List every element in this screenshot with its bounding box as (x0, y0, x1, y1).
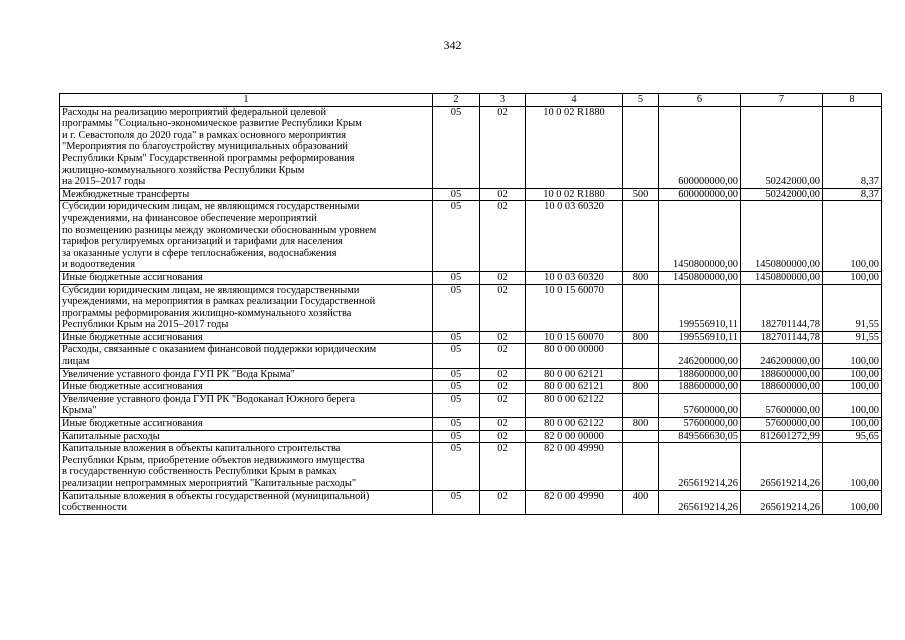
column-header: 5 (623, 94, 659, 107)
plan-amount-cell: 600000000,00 (659, 188, 741, 201)
execution-percent-cell: 8,37 (823, 106, 882, 188)
subsection-code-cell: 02 (480, 331, 526, 344)
column-header: 7 (741, 94, 823, 107)
column-header: 2 (433, 94, 480, 107)
section-code-cell: 05 (433, 393, 480, 417)
plan-amount-cell: 265619214,26 (659, 443, 741, 490)
execution-percent-cell: 91,55 (823, 331, 882, 344)
expense-type-cell: 800 (623, 418, 659, 431)
subsection-code-cell: 02 (480, 418, 526, 431)
executed-amount-cell: 265619214,26 (741, 443, 823, 490)
plan-amount-cell: 849566630,05 (659, 430, 741, 443)
row-name-cell: Капитальные расходы (60, 430, 433, 443)
table-row (60, 331, 882, 344)
table-body (60, 106, 882, 514)
table-row (60, 381, 882, 394)
expense-type-cell (623, 201, 659, 272)
expense-type-cell (623, 393, 659, 417)
executed-amount-cell: 188600000,00 (741, 368, 823, 381)
execution-percent-cell: 91,55 (823, 284, 882, 331)
executed-amount-cell: 50242000,00 (741, 106, 823, 188)
subsection-code-cell: 02 (480, 381, 526, 394)
table-row (60, 418, 882, 431)
table-row (60, 368, 882, 381)
column-header: 1 (60, 94, 433, 107)
section-code-cell: 05 (433, 418, 480, 431)
row-name-cell: Субсидии юридическим лицам, не являющимся государственными учреждениями, на финансовое обеспечение мероприятий по возмещению разницы между экономически обоснованным уровнем тарифов регулируемых организаций и тарифами для населения за оказанные услуги в сфере теплоснабжения, водоснабжения и водоотведения (60, 201, 433, 272)
target-article-cell: 10 0 03 60320 (526, 201, 623, 272)
section-code-cell: 05 (433, 443, 480, 490)
target-article-cell: 10 0 15 60070 (526, 284, 623, 331)
target-article-cell: 10 0 03 60320 (526, 271, 623, 284)
expense-type-cell (623, 443, 659, 490)
subsection-code-cell: 02 (480, 393, 526, 417)
executed-amount-cell: 246200000,00 (741, 344, 823, 368)
executed-amount-cell: 812601272,99 (741, 430, 823, 443)
plan-amount-cell: 188600000,00 (659, 381, 741, 394)
subsection-code-cell: 02 (480, 430, 526, 443)
expense-type-cell: 400 (623, 490, 659, 514)
executed-amount-cell: 57600000,00 (741, 393, 823, 417)
table-row (60, 271, 882, 284)
table-row (60, 490, 882, 514)
execution-percent-cell: 100,00 (823, 418, 882, 431)
execution-percent-cell: 8,37 (823, 188, 882, 201)
expense-type-cell: 800 (623, 331, 659, 344)
executed-amount-cell: 188600000,00 (741, 381, 823, 394)
row-name-cell: Расходы, связанные с оказанием финансовой поддержки юридическим лицам (60, 344, 433, 368)
expense-type-cell: 800 (623, 271, 659, 284)
execution-percent-cell: 100,00 (823, 490, 882, 514)
subsection-code-cell: 02 (480, 490, 526, 514)
executed-amount-cell: 1450800000,00 (741, 271, 823, 284)
page-number: 342 (443, 38, 462, 52)
plan-amount-cell: 265619214,26 (659, 490, 741, 514)
column-header: 6 (659, 94, 741, 107)
executed-amount-cell: 1450800000,00 (741, 201, 823, 272)
subsection-code-cell: 02 (480, 344, 526, 368)
execution-percent-cell: 100,00 (823, 393, 882, 417)
execution-percent-cell: 100,00 (823, 271, 882, 284)
table-row (60, 284, 882, 331)
row-name-cell: Капитальные вложения в объекты государственной (муниципальной) собственности (60, 490, 433, 514)
expense-type-cell (623, 284, 659, 331)
target-article-cell: 82 0 00 49990 (526, 490, 623, 514)
target-article-cell: 80 0 00 62122 (526, 418, 623, 431)
target-article-cell: 82 0 00 49990 (526, 443, 623, 490)
target-article-cell: 10 0 02 R1880 (526, 106, 623, 188)
section-code-cell: 05 (433, 188, 480, 201)
execution-percent-cell: 100,00 (823, 381, 882, 394)
budget-table (59, 93, 882, 515)
target-article-cell: 80 0 00 00000 (526, 344, 623, 368)
plan-amount-cell: 199556910,11 (659, 331, 741, 344)
subsection-code-cell: 02 (480, 284, 526, 331)
executed-amount-cell: 182701144,78 (741, 284, 823, 331)
expense-type-cell (623, 368, 659, 381)
plan-amount-cell: 1450800000,00 (659, 201, 741, 272)
table-row (60, 106, 882, 188)
expense-type-cell (623, 106, 659, 188)
plan-amount-cell: 57600000,00 (659, 393, 741, 417)
plan-amount-cell: 1450800000,00 (659, 271, 741, 284)
executed-amount-cell: 182701144,78 (741, 331, 823, 344)
target-article-cell: 80 0 00 62121 (526, 381, 623, 394)
row-name-cell: Субсидии юридическим лицам, не являющимся государственными учреждениями, на мероприятия в рамках реализации Государственной программы реформирования жилищно-коммунального хозяйства Республики Крым на 2015–2017 годы (60, 284, 433, 331)
row-name-cell: Межбюджетные трансферты (60, 188, 433, 201)
execution-percent-cell: 100,00 (823, 344, 882, 368)
section-code-cell: 05 (433, 381, 480, 394)
execution-percent-cell: 95,65 (823, 430, 882, 443)
column-header: 8 (823, 94, 882, 107)
row-name-cell: Иные бюджетные ассигнования (60, 418, 433, 431)
execution-percent-cell: 100,00 (823, 443, 882, 490)
subsection-code-cell: 02 (480, 443, 526, 490)
plan-amount-cell: 246200000,00 (659, 344, 741, 368)
executed-amount-cell: 57600000,00 (741, 418, 823, 431)
section-code-cell: 05 (433, 284, 480, 331)
column-header: 3 (480, 94, 526, 107)
row-name-cell: Увеличение уставного фонда ГУП РК "Вода Крыма" (60, 368, 433, 381)
executed-amount-cell: 50242000,00 (741, 188, 823, 201)
header-row (60, 94, 882, 107)
plan-amount-cell: 188600000,00 (659, 368, 741, 381)
section-code-cell: 05 (433, 271, 480, 284)
subsection-code-cell: 02 (480, 188, 526, 201)
section-code-cell: 05 (433, 344, 480, 368)
expense-type-cell (623, 430, 659, 443)
section-code-cell: 05 (433, 201, 480, 272)
row-name-cell: Расходы на реализацию мероприятий федеральной целевой программы "Социально-экономическое развитие Республики Крым и г. Севастополя до 2020 года" в рамках основного мероприятия "Мероприятия по благоустройству муниципальных образований Республики Крым" Государственной программы реформирования жилищно-коммунального хозяйства Республики Крым на 2015–2017 годы (60, 106, 433, 188)
target-article-cell: 80 0 00 62122 (526, 393, 623, 417)
plan-amount-cell: 199556910,11 (659, 284, 741, 331)
subsection-code-cell: 02 (480, 201, 526, 272)
plan-amount-cell: 600000000,00 (659, 106, 741, 188)
section-code-cell: 05 (433, 106, 480, 188)
subsection-code-cell: 02 (480, 368, 526, 381)
table-row (60, 188, 882, 201)
table-row (60, 443, 882, 490)
section-code-cell: 05 (433, 430, 480, 443)
row-name-cell: Увеличение уставного фонда ГУП РК "Водоканал Южного берега Крыма" (60, 393, 433, 417)
subsection-code-cell: 02 (480, 271, 526, 284)
target-article-cell: 80 0 00 62121 (526, 368, 623, 381)
section-code-cell: 05 (433, 331, 480, 344)
target-article-cell: 82 0 00 00000 (526, 430, 623, 443)
section-code-cell: 05 (433, 490, 480, 514)
execution-percent-cell: 100,00 (823, 201, 882, 272)
execution-percent-cell: 100,00 (823, 368, 882, 381)
row-name-cell: Иные бюджетные ассигнования (60, 271, 433, 284)
table-row (60, 430, 882, 443)
table-row (60, 201, 882, 272)
row-name-cell: Иные бюджетные ассигнования (60, 331, 433, 344)
expense-type-cell: 500 (623, 188, 659, 201)
expense-type-cell (623, 344, 659, 368)
target-article-cell: 10 0 02 R1880 (526, 188, 623, 201)
expense-type-cell: 800 (623, 381, 659, 394)
executed-amount-cell: 265619214,26 (741, 490, 823, 514)
plan-amount-cell: 57600000,00 (659, 418, 741, 431)
section-code-cell: 05 (433, 368, 480, 381)
row-name-cell: Иные бюджетные ассигнования (60, 381, 433, 394)
table-row (60, 393, 882, 417)
target-article-cell: 10 0 15 60070 (526, 331, 623, 344)
subsection-code-cell: 02 (480, 106, 526, 188)
row-name-cell: Капитальные вложения в объекты капитального строительства Республики Крым, приобретение объектов недвижимого имущества в государственную собственность Республики Крым в рамках реализации непрограммных мероприятий "Капитальные расходы" (60, 443, 433, 490)
table-row (60, 344, 882, 368)
column-header: 4 (526, 94, 623, 107)
